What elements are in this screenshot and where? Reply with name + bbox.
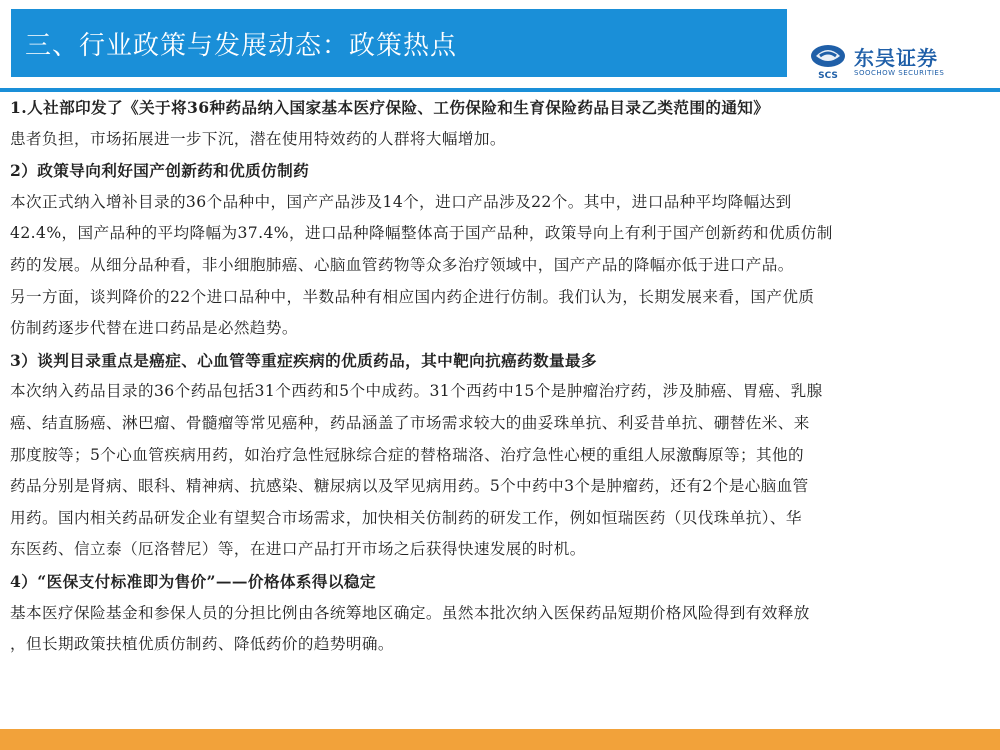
logo-subtitle: SOOCHOW SECURITIES bbox=[854, 69, 945, 77]
page-title: 三、行业政策与发展动态：政策热点 bbox=[25, 30, 458, 61]
paragraph-line: 本次正式纳入增补目录的36个品种中，国产产品涉及14个，进口产品涉及22个。其中，进口品种平均降幅达到 bbox=[10, 192, 792, 211]
paragraph-line: 本次纳入药品目录的36个药品包括31个西药和5个中成药。31个西药中15个是肿瘤治疗药，涉及肺癌、胃癌、乳腺 bbox=[10, 382, 823, 401]
title-bar bbox=[11, 9, 787, 77]
paragraph-line: ，但长期政策扶植优质仿制药、降低药价的趋势明确。 bbox=[10, 635, 394, 654]
paragraph-line: 用药。国内相关药品研发企业有望契合市场需求，加快相关仿制药的研发工作，例如恒瑞医药（贝伐珠单抗）、华 bbox=[10, 508, 802, 527]
point-1-heading: 1.人社部印发了《关于将36种药品纳入国家基本医疗保险、工伤保险和生育保险药品目录乙类范围的通知》 bbox=[10, 98, 770, 117]
paragraph-line: 药的发展。从细分品种看，非小细胞肺癌、心脑血管药物等众多治疗领域中，国产产品的降幅亦低于进口产品。 bbox=[10, 255, 794, 274]
paragraph-line: 仿制药逐步代替在进口药品是必然趋势。 bbox=[10, 319, 298, 338]
logo-name: 东吴证券 bbox=[854, 46, 938, 70]
company-logo bbox=[808, 42, 958, 82]
logo-mark-text: SCS bbox=[818, 71, 838, 80]
point-2-heading: 2）政策导向利好国产创新药和优质仿制药 bbox=[10, 161, 310, 181]
paragraph-line: 42.4%，国产品种的平均降幅为37.4%，进口品种降幅整体高于国产品种，政策导向上有利于国产创新药和优质仿制 bbox=[10, 224, 833, 243]
paragraph-line: 那度胺等；5个心血管疾病用药，如治疗急性冠脉综合症的替格瑞洛、治疗急性心梗的重组人尿激酶原等；其他的 bbox=[10, 445, 805, 464]
point-4-heading: 4）“医保支付标准即为售价”——价格体系得以稳定 bbox=[10, 571, 376, 591]
paragraph-line: 癌、结直肠癌、淋巴瘤、骨髓瘤等常见癌种，药品涵盖了市场需求较大的曲妥珠单抗、利妥昔单抗、硼替佐米、来 bbox=[10, 413, 810, 432]
paragraph-line: 另一方面，谈判降价的22个进口品种中，半数品种有相应国内药企进行仿制。我们认为，长期发展来看，国产优质 bbox=[10, 287, 815, 306]
paragraph-line: 药品分别是肾病、眼科、精神病、抗感染、糖尿病以及罕见病用药。5个中药中3个是肿瘤药，还有2个是心脑血管 bbox=[10, 477, 809, 496]
paragraph-line: 患者负担，市场拓展进一步下沉，潜在使用特效药的人群将大幅增加。 bbox=[10, 129, 506, 148]
paragraph-line: 基本医疗保险基金和参保人员的分担比例由各统筹地区确定。虽然本批次纳入医保药品短期价格风险得到有效释放 bbox=[10, 603, 810, 622]
soochow-logo-icon bbox=[808, 42, 848, 80]
body-text bbox=[10, 92, 992, 661]
paragraph-line: 东医药、信立泰（厄洛替尼）等，在进口产品打开市场之后获得快速发展的时机。 bbox=[10, 540, 586, 559]
footer-bar bbox=[0, 729, 1000, 750]
point-3-heading: 3）谈判目录重点是癌症、心血管等重症疾病的优质药品，其中靶向抗癌药数量最多 bbox=[10, 350, 598, 370]
